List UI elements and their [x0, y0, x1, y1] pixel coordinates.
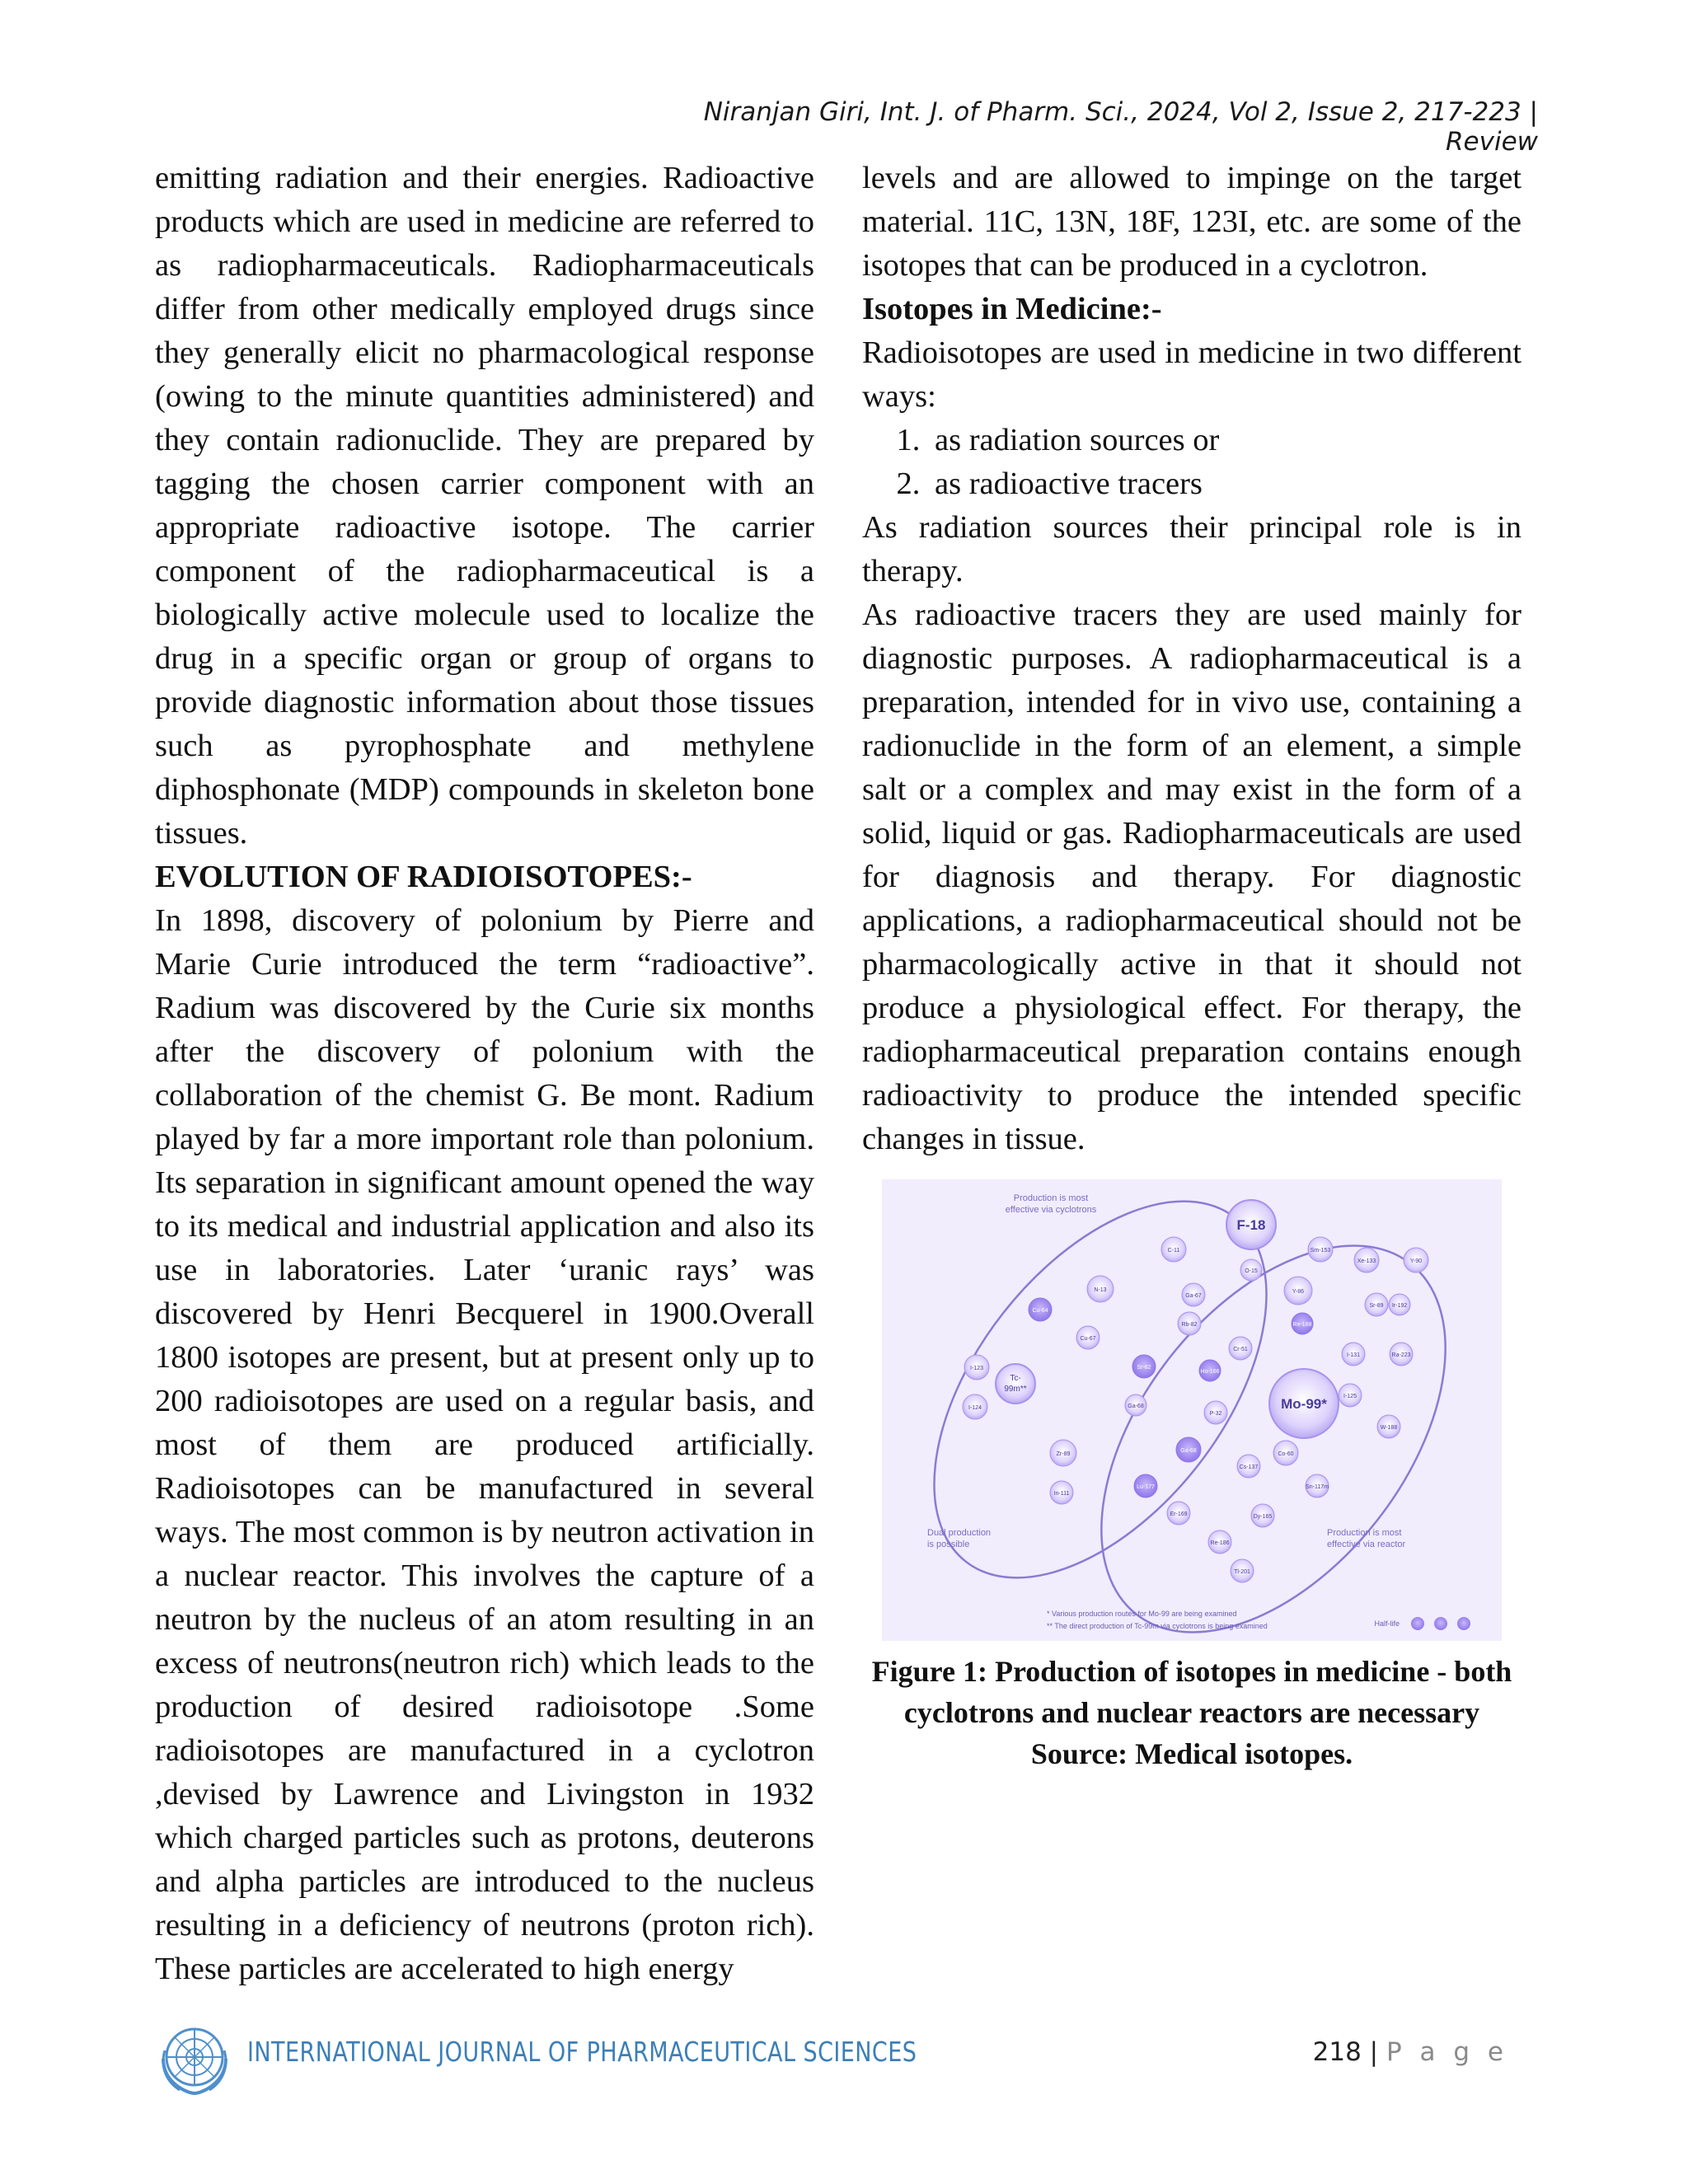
isotope-label: Ga-67	[1185, 1293, 1202, 1299]
isotope-label: C-11	[1167, 1248, 1180, 1254]
isotope-label: Xe-133	[1357, 1258, 1376, 1264]
figure-note: ** The direct production of Tc-99m via cyclotrons is being examined	[1047, 1622, 1268, 1630]
isotope-label: Ra-223	[1391, 1352, 1411, 1358]
isotope-label: Y-86	[1292, 1289, 1305, 1295]
isotope-label: I-124	[968, 1405, 982, 1411]
page-number: 218	[1312, 2037, 1362, 2067]
isotope-label: Sm-153	[1310, 1248, 1331, 1254]
isotope-label: Ga-68	[1180, 1448, 1197, 1454]
isotope-label: Re-188	[1292, 1322, 1312, 1328]
isotope-label: Sr-82	[1137, 1365, 1151, 1371]
isotope-label: Cs-137	[1239, 1465, 1259, 1470]
isotope-label: Zr-89	[1056, 1451, 1071, 1457]
body-paragraph: In 1898, discovery of polonium by Pierre and Marie Curie introduced the term “radioactive”. Radium was discovered by the Curie six months after the discovery of polonium with the collaboration of the chemist G. Be mont. Radium played by far a more important role than polonium. Its separation in significant amount opened the way to its medical and industrial application and also its use in laboratories. Later ‘uranic rays’ was discovered by Henri Becquerel in 1900.Overall 1800 isotopes are present, but at present only up to 200 radioisotopes are used on a regular basis, and most of them are produced artificially. Radioisotopes can be manufactured in several ways. The most common is by neutron activation in a nuclear reactor. This involves the capture of a neutron by the nucleus of an atom resulting in an excess of neutrons(neutron rich) which leads to the production of desired radioisotope .Some radioisotopes are manufactured in a cyclotron ,devised by Lawrence and Livingston in 1932 which charged particles such as protons, deuterons and alpha particles are introduced to the nucleus resulting in a deficiency of neutrons (proton rich). These particles are accelerated to high energy	[155, 903, 814, 1986]
isotope-label: O-15	[1245, 1268, 1258, 1274]
list-item: 1. as radiation sources or	[928, 419, 1522, 462]
figure-caption	[862, 1651, 1522, 1774]
usage-list	[862, 419, 1522, 506]
isotope-label: I-131	[1347, 1352, 1360, 1358]
isotope-label: In-111	[1053, 1491, 1070, 1497]
body-paragraph: Radioisotopes are used in medicine in two different ways:	[862, 335, 1522, 414]
isotope-label-tc99m-1: Tc-	[1010, 1374, 1021, 1383]
isotope-label: Re-186	[1210, 1540, 1230, 1546]
isotope-venn-diagram	[882, 1179, 1502, 1641]
page-word: P a g e	[1386, 2037, 1508, 2067]
isotope-label: Cu-64	[1032, 1308, 1048, 1314]
page-number-footer	[1313, 2037, 1508, 2067]
body-paragraph: As radioactive tracers they are used mainly for diagnostic purposes. A radiopharmaceutical is a preparation, intended for in vivo use, containing a radionuclide in the form of an element, a simple salt or a complex and may exist in the form of a solid, liquid or gas. Radiopharmaceuticals are used for diagnosis and therapy. For diagnostic applications, a radiopharmaceutical should not be pharmacologically active in that it should not produce a physiological effect. For therapy, the radiopharmaceutical preparation contains enough radioactivity to produce the intended specific changes in tissue.	[862, 598, 1522, 1156]
right-column	[862, 157, 1522, 1774]
caption-source: Source: Medical isotopes.	[1030, 1737, 1353, 1770]
isotope-label: Dy-165	[1253, 1514, 1273, 1520]
label-dual-1: Dual production	[927, 1528, 992, 1538]
isotope-label: Sr-89	[1369, 1303, 1384, 1309]
running-header: Niranjan Giri, Int. J. of Pharm. Sci., 2024, Vol 2, Issue 2, 217-223 | Review	[703, 97, 1538, 157]
legend-bubble	[1434, 1617, 1447, 1630]
list-item: 2. as radioactive tracers	[928, 462, 1522, 506]
body-paragraph: As radiation sources their principal role is in therapy.	[862, 510, 1522, 588]
legend-label: Half-life	[1374, 1619, 1400, 1628]
isotope-label: Cr-51	[1233, 1347, 1248, 1352]
isotope-label: Cu-67	[1080, 1336, 1096, 1342]
legend-bubble	[1457, 1617, 1470, 1630]
isotope-label: N-13	[1094, 1287, 1107, 1293]
isotope-label: I-123	[970, 1366, 983, 1371]
isotope-label: Ga-68	[1128, 1404, 1144, 1409]
isotope-label-mo99: Mo-99*	[1281, 1396, 1327, 1412]
isotope-label: Rb-82	[1181, 1322, 1198, 1328]
un-emblem-logo	[155, 2018, 234, 2097]
isotope-label: Lu-177	[1137, 1484, 1155, 1490]
body-paragraph: emitting radiation and their energies. Radioactive products which are used in medicine are referred to as radiopharmaceuticals. Radiopharmaceuticals differ from other medically employed drugs since they generally elicit no pharmacological response (owing to the minute quantities administered) and they contain radionuclide. They are prepared by tagging the chosen carrier component with an appropriate radioactive isotope. The carrier component of the radiopharmaceutical is a biologically active molecule used to localize the drug in a specific organ or group of organs to provide diagnostic information about those tissues such as pyrophosphate and methylene diphosphonate (MDP) compounds in skeleton bone tissues.	[155, 161, 814, 851]
page-separator: |	[1369, 2037, 1379, 2067]
isotope-bubble-tc99m	[996, 1364, 1035, 1404]
isotope-label: Y-90	[1409, 1258, 1423, 1264]
label-cyclotron-1: Production is most	[1013, 1193, 1089, 1203]
isotope-label: Sn-117m	[1306, 1484, 1329, 1490]
legend-bubble	[1411, 1617, 1424, 1630]
label-dual-2: is possible	[927, 1540, 970, 1549]
label-reactor-1: Production is most	[1327, 1528, 1402, 1538]
left-column	[155, 157, 814, 1991]
caption-line: Figure 1: Production of isotopes in medicine - both	[871, 1655, 1512, 1688]
figure-isotope-production	[882, 1179, 1502, 1641]
section-heading: Isotopes in Medicine:-	[862, 292, 1162, 326]
isotope-label: I-125	[1343, 1394, 1357, 1399]
isotope-label: Ho-166	[1200, 1369, 1220, 1375]
isotope-label: P-32	[1209, 1411, 1222, 1417]
isotope-label: Ir-192	[1391, 1303, 1408, 1309]
label-reactor-2: effective via reactor	[1327, 1540, 1406, 1549]
journal-name: INTERNATIONAL JOURNAL OF PHARMACEUTICAL SCIENCES	[247, 2036, 917, 2068]
caption-line: cyclotrons and nuclear reactors are necessary	[903, 1696, 1480, 1729]
isotope-label: Co-60	[1278, 1451, 1294, 1457]
label-cyclotron-2: effective via cyclotrons	[1005, 1205, 1097, 1215]
body-paragraph: levels and are allowed to impinge on the target material. 11C, 13N, 18F, 123I, etc. are some of the isotopes that can be produced in a cyclotron.	[862, 161, 1522, 283]
figure-note: * Various production routes for Mo-99 are being examined	[1047, 1610, 1237, 1618]
isotope-label: Tl-201	[1234, 1569, 1250, 1575]
isotope-label: W-188	[1380, 1425, 1398, 1431]
isotope-label-f18: F-18	[1236, 1217, 1266, 1233]
section-heading: EVOLUTION OF RADIOISOTOPES:-	[155, 860, 692, 894]
isotope-label: Er-169	[1170, 1511, 1188, 1517]
isotope-label-tc99m-2: 99m**	[1004, 1385, 1027, 1394]
